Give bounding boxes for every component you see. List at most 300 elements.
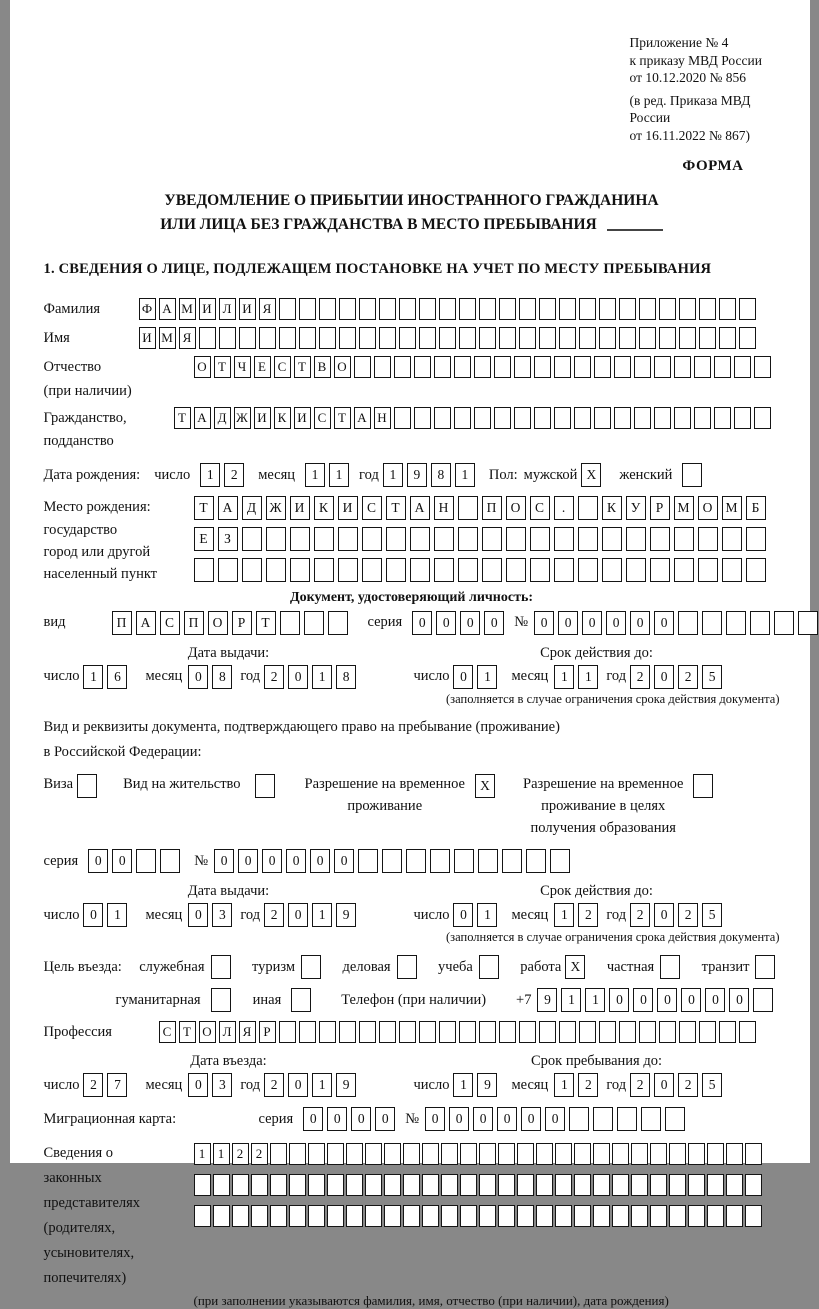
char-cell[interactable] xyxy=(612,1143,629,1165)
char-cell[interactable]: Л xyxy=(219,1021,236,1043)
char-cell[interactable]: 1 xyxy=(585,988,605,1012)
char-cell[interactable] xyxy=(460,1174,477,1196)
char-cell[interactable] xyxy=(339,327,356,349)
char-cell[interactable] xyxy=(726,1143,743,1165)
char-cell[interactable] xyxy=(514,356,531,378)
char-cell[interactable]: 0 xyxy=(558,611,578,635)
char-cell[interactable]: Т xyxy=(294,356,311,378)
char-cell[interactable]: Д xyxy=(242,496,262,520)
char-cell[interactable] xyxy=(639,327,656,349)
char-cell[interactable]: 0 xyxy=(705,988,725,1012)
char-cell[interactable] xyxy=(479,955,499,979)
char-cell[interactable] xyxy=(726,611,746,635)
char-cell[interactable]: 1 xyxy=(194,1143,211,1165)
char-cell[interactable]: Д xyxy=(214,407,231,429)
char-cell[interactable] xyxy=(279,327,296,349)
char-cell[interactable] xyxy=(617,1107,637,1131)
char-cell[interactable] xyxy=(599,1021,616,1043)
char-cell[interactable] xyxy=(619,327,636,349)
char-cell[interactable] xyxy=(555,1174,572,1196)
char-cell[interactable]: Ф xyxy=(139,298,156,320)
char-cell[interactable]: И xyxy=(290,496,310,520)
char-cell[interactable] xyxy=(439,298,456,320)
char-cell[interactable] xyxy=(290,558,310,582)
char-cell[interactable] xyxy=(539,298,556,320)
char-cell[interactable] xyxy=(394,407,411,429)
char-cell[interactable]: З xyxy=(218,527,238,551)
char-cell[interactable]: К xyxy=(314,496,334,520)
char-cell[interactable]: О xyxy=(194,356,211,378)
char-cell[interactable] xyxy=(746,527,766,551)
char-cell[interactable]: П xyxy=(482,496,502,520)
char-cell[interactable]: И xyxy=(338,496,358,520)
char-cell[interactable] xyxy=(650,527,670,551)
char-cell[interactable] xyxy=(439,327,456,349)
char-cell[interactable] xyxy=(422,1205,439,1227)
char-cell[interactable] xyxy=(346,1205,363,1227)
char-cell[interactable]: 1 xyxy=(561,988,581,1012)
char-cell[interactable] xyxy=(359,327,376,349)
char-cell[interactable] xyxy=(384,1174,401,1196)
char-cell[interactable]: 1 xyxy=(107,903,127,927)
char-cell[interactable] xyxy=(327,1174,344,1196)
char-cell[interactable] xyxy=(517,1174,534,1196)
char-cell[interactable]: 0 xyxy=(112,849,132,873)
char-cell[interactable] xyxy=(722,527,742,551)
char-cell[interactable] xyxy=(251,1205,268,1227)
char-cell[interactable] xyxy=(574,1143,591,1165)
char-cell[interactable] xyxy=(460,1143,477,1165)
char-cell[interactable] xyxy=(414,356,431,378)
char-cell[interactable]: 0 xyxy=(497,1107,517,1131)
char-cell[interactable] xyxy=(665,1107,685,1131)
char-cell[interactable]: 0 xyxy=(214,849,234,873)
char-cell[interactable] xyxy=(699,298,716,320)
char-cell[interactable]: 0 xyxy=(633,988,653,1012)
char-cell[interactable] xyxy=(798,611,818,635)
char-cell[interactable] xyxy=(441,1205,458,1227)
char-cell[interactable]: 0 xyxy=(534,611,554,635)
char-cell[interactable] xyxy=(290,527,310,551)
char-cell[interactable] xyxy=(279,1021,296,1043)
char-cell[interactable]: 1 xyxy=(453,1073,473,1097)
char-cell[interactable] xyxy=(594,356,611,378)
char-cell[interactable]: 0 xyxy=(327,1107,347,1131)
char-cell[interactable] xyxy=(399,1021,416,1043)
char-cell[interactable] xyxy=(454,407,471,429)
char-cell[interactable]: П xyxy=(112,611,132,635)
char-cell[interactable] xyxy=(319,298,336,320)
char-cell[interactable]: 5 xyxy=(702,1073,722,1097)
char-cell[interactable]: X xyxy=(475,774,495,798)
char-cell[interactable] xyxy=(534,356,551,378)
char-cell[interactable] xyxy=(499,298,516,320)
char-cell[interactable]: 0 xyxy=(521,1107,541,1131)
char-cell[interactable]: 1 xyxy=(200,463,220,487)
char-cell[interactable] xyxy=(554,558,574,582)
char-cell[interactable] xyxy=(458,558,478,582)
char-cell[interactable]: Т xyxy=(214,356,231,378)
char-cell[interactable] xyxy=(458,496,478,520)
char-cell[interactable] xyxy=(517,1205,534,1227)
char-cell[interactable]: Ж xyxy=(266,496,286,520)
char-cell[interactable]: 0 xyxy=(351,1107,371,1131)
char-cell[interactable] xyxy=(289,1174,306,1196)
char-cell[interactable] xyxy=(365,1205,382,1227)
char-cell[interactable] xyxy=(459,298,476,320)
char-cell[interactable] xyxy=(454,356,471,378)
char-cell[interactable] xyxy=(693,774,713,798)
char-cell[interactable]: 5 xyxy=(702,665,722,689)
char-cell[interactable] xyxy=(669,1205,686,1227)
char-cell[interactable] xyxy=(579,1021,596,1043)
char-cell[interactable]: 0 xyxy=(630,611,650,635)
char-cell[interactable] xyxy=(679,1021,696,1043)
char-cell[interactable] xyxy=(631,1143,648,1165)
char-cell[interactable] xyxy=(559,1021,576,1043)
char-cell[interactable]: 0 xyxy=(449,1107,469,1131)
char-cell[interactable]: 2 xyxy=(578,903,598,927)
char-cell[interactable] xyxy=(698,527,718,551)
char-cell[interactable] xyxy=(410,527,430,551)
char-cell[interactable] xyxy=(674,356,691,378)
char-cell[interactable]: 3 xyxy=(212,1073,232,1097)
char-cell[interactable] xyxy=(654,356,671,378)
char-cell[interactable] xyxy=(699,1021,716,1043)
char-cell[interactable] xyxy=(602,527,622,551)
char-cell[interactable] xyxy=(519,298,536,320)
char-cell[interactable] xyxy=(270,1205,287,1227)
char-cell[interactable] xyxy=(612,1205,629,1227)
char-cell[interactable]: Т xyxy=(334,407,351,429)
char-cell[interactable]: 0 xyxy=(334,849,354,873)
char-cell[interactable]: С xyxy=(160,611,180,635)
char-cell[interactable] xyxy=(399,298,416,320)
char-cell[interactable] xyxy=(754,356,771,378)
char-cell[interactable] xyxy=(379,327,396,349)
char-cell[interactable] xyxy=(441,1174,458,1196)
char-cell[interactable] xyxy=(255,774,275,798)
char-cell[interactable]: 2 xyxy=(232,1143,249,1165)
char-cell[interactable] xyxy=(482,558,502,582)
char-cell[interactable]: Т xyxy=(174,407,191,429)
char-cell[interactable] xyxy=(619,1021,636,1043)
char-cell[interactable] xyxy=(160,849,180,873)
char-cell[interactable] xyxy=(514,407,531,429)
char-cell[interactable]: И xyxy=(294,407,311,429)
char-cell[interactable] xyxy=(674,407,691,429)
char-cell[interactable] xyxy=(459,1021,476,1043)
char-cell[interactable] xyxy=(578,558,598,582)
char-cell[interactable] xyxy=(136,849,156,873)
char-cell[interactable]: И xyxy=(139,327,156,349)
char-cell[interactable] xyxy=(626,527,646,551)
char-cell[interactable] xyxy=(414,407,431,429)
char-cell[interactable] xyxy=(384,1205,401,1227)
char-cell[interactable]: X xyxy=(581,463,601,487)
char-cell[interactable] xyxy=(289,1205,306,1227)
char-cell[interactable] xyxy=(659,1021,676,1043)
char-cell[interactable] xyxy=(739,298,756,320)
char-cell[interactable] xyxy=(338,527,358,551)
char-cell[interactable] xyxy=(434,527,454,551)
char-cell[interactable] xyxy=(682,463,702,487)
char-cell[interactable] xyxy=(430,849,450,873)
char-cell[interactable] xyxy=(578,527,598,551)
char-cell[interactable]: 1 xyxy=(312,903,332,927)
char-cell[interactable] xyxy=(384,1143,401,1165)
char-cell[interactable]: 9 xyxy=(407,463,427,487)
char-cell[interactable] xyxy=(536,1205,553,1227)
char-cell[interactable]: Т xyxy=(256,611,276,635)
char-cell[interactable]: 0 xyxy=(303,1107,323,1131)
char-cell[interactable]: А xyxy=(410,496,430,520)
char-cell[interactable] xyxy=(482,527,502,551)
char-cell[interactable]: X xyxy=(565,955,585,979)
char-cell[interactable]: 0 xyxy=(262,849,282,873)
char-cell[interactable] xyxy=(232,1205,249,1227)
char-cell[interactable]: О xyxy=(208,611,228,635)
char-cell[interactable]: 0 xyxy=(654,1073,674,1097)
char-cell[interactable]: А xyxy=(194,407,211,429)
char-cell[interactable]: 0 xyxy=(288,903,308,927)
char-cell[interactable] xyxy=(746,558,766,582)
char-cell[interactable]: Е xyxy=(254,356,271,378)
char-cell[interactable]: 0 xyxy=(425,1107,445,1131)
char-cell[interactable]: 0 xyxy=(83,903,103,927)
char-cell[interactable] xyxy=(399,327,416,349)
char-cell[interactable]: М xyxy=(179,298,196,320)
char-cell[interactable]: 0 xyxy=(606,611,626,635)
char-cell[interactable]: 1 xyxy=(312,665,332,689)
char-cell[interactable] xyxy=(634,407,651,429)
char-cell[interactable] xyxy=(714,407,731,429)
char-cell[interactable] xyxy=(559,298,576,320)
char-cell[interactable] xyxy=(707,1143,724,1165)
char-cell[interactable] xyxy=(734,407,751,429)
char-cell[interactable] xyxy=(536,1143,553,1165)
char-cell[interactable]: 0 xyxy=(681,988,701,1012)
char-cell[interactable] xyxy=(739,1021,756,1043)
char-cell[interactable] xyxy=(631,1205,648,1227)
char-cell[interactable]: Я xyxy=(239,1021,256,1043)
char-cell[interactable] xyxy=(678,611,698,635)
char-cell[interactable] xyxy=(726,1205,743,1227)
char-cell[interactable]: 2 xyxy=(264,665,284,689)
char-cell[interactable] xyxy=(539,1021,556,1043)
char-cell[interactable] xyxy=(550,849,570,873)
char-cell[interactable] xyxy=(279,298,296,320)
char-cell[interactable]: 0 xyxy=(188,903,208,927)
char-cell[interactable]: Т xyxy=(386,496,406,520)
char-cell[interactable] xyxy=(593,1143,610,1165)
char-cell[interactable] xyxy=(599,298,616,320)
char-cell[interactable] xyxy=(194,1205,211,1227)
char-cell[interactable] xyxy=(410,558,430,582)
char-cell[interactable]: Р xyxy=(259,1021,276,1043)
char-cell[interactable]: 8 xyxy=(431,463,451,487)
char-cell[interactable] xyxy=(362,558,382,582)
char-cell[interactable] xyxy=(319,327,336,349)
char-cell[interactable] xyxy=(479,298,496,320)
char-cell[interactable] xyxy=(434,356,451,378)
char-cell[interactable]: 0 xyxy=(654,665,674,689)
char-cell[interactable] xyxy=(559,327,576,349)
char-cell[interactable]: Н xyxy=(374,407,391,429)
char-cell[interactable] xyxy=(494,356,511,378)
char-cell[interactable]: Р xyxy=(232,611,252,635)
char-cell[interactable]: С xyxy=(314,407,331,429)
char-cell[interactable]: 0 xyxy=(654,611,674,635)
char-cell[interactable]: Я xyxy=(259,298,276,320)
char-cell[interactable] xyxy=(266,558,286,582)
char-cell[interactable]: 1 xyxy=(578,665,598,689)
char-cell[interactable] xyxy=(242,527,262,551)
char-cell[interactable] xyxy=(554,527,574,551)
char-cell[interactable] xyxy=(299,327,316,349)
char-cell[interactable] xyxy=(669,1143,686,1165)
char-cell[interactable] xyxy=(199,327,216,349)
char-cell[interactable] xyxy=(614,356,631,378)
char-cell[interactable] xyxy=(479,1143,496,1165)
char-cell[interactable] xyxy=(593,1107,613,1131)
char-cell[interactable]: 0 xyxy=(545,1107,565,1131)
char-cell[interactable]: 1 xyxy=(312,1073,332,1097)
char-cell[interactable]: 9 xyxy=(336,1073,356,1097)
char-cell[interactable]: И xyxy=(199,298,216,320)
char-cell[interactable]: 0 xyxy=(375,1107,395,1131)
char-cell[interactable] xyxy=(506,558,526,582)
char-cell[interactable] xyxy=(726,1174,743,1196)
char-cell[interactable]: О xyxy=(199,1021,216,1043)
char-cell[interactable] xyxy=(650,1143,667,1165)
char-cell[interactable]: Л xyxy=(219,298,236,320)
char-cell[interactable]: 0 xyxy=(729,988,749,1012)
char-cell[interactable]: 1 xyxy=(305,463,325,487)
char-cell[interactable]: 1 xyxy=(329,463,349,487)
char-cell[interactable] xyxy=(499,1021,516,1043)
char-cell[interactable] xyxy=(439,1021,456,1043)
char-cell[interactable] xyxy=(530,558,550,582)
char-cell[interactable]: 2 xyxy=(264,903,284,927)
char-cell[interactable]: Т xyxy=(179,1021,196,1043)
char-cell[interactable]: 8 xyxy=(212,665,232,689)
char-cell[interactable]: 1 xyxy=(477,903,497,927)
char-cell[interactable] xyxy=(479,1205,496,1227)
char-cell[interactable] xyxy=(654,407,671,429)
char-cell[interactable] xyxy=(211,988,231,1012)
char-cell[interactable] xyxy=(502,849,522,873)
char-cell[interactable] xyxy=(301,955,321,979)
char-cell[interactable]: П xyxy=(184,611,204,635)
char-cell[interactable]: 2 xyxy=(264,1073,284,1097)
char-cell[interactable] xyxy=(574,407,591,429)
char-cell[interactable] xyxy=(554,356,571,378)
char-cell[interactable] xyxy=(308,1174,325,1196)
char-cell[interactable] xyxy=(593,1205,610,1227)
char-cell[interactable]: 6 xyxy=(107,665,127,689)
char-cell[interactable] xyxy=(354,356,371,378)
char-cell[interactable]: 1 xyxy=(554,903,574,927)
char-cell[interactable]: 5 xyxy=(702,903,722,927)
char-cell[interactable] xyxy=(327,1205,344,1227)
char-cell[interactable] xyxy=(299,298,316,320)
char-cell[interactable] xyxy=(365,1174,382,1196)
char-cell[interactable] xyxy=(674,558,694,582)
char-cell[interactable]: Н xyxy=(434,496,454,520)
char-cell[interactable] xyxy=(745,1174,762,1196)
char-cell[interactable] xyxy=(479,327,496,349)
char-cell[interactable]: 0 xyxy=(88,849,108,873)
char-cell[interactable] xyxy=(719,298,736,320)
char-cell[interactable] xyxy=(474,407,491,429)
char-cell[interactable] xyxy=(702,611,722,635)
char-cell[interactable] xyxy=(419,327,436,349)
char-cell[interactable] xyxy=(569,1107,589,1131)
char-cell[interactable] xyxy=(338,558,358,582)
char-cell[interactable] xyxy=(478,849,498,873)
char-cell[interactable]: М xyxy=(674,496,694,520)
char-cell[interactable] xyxy=(386,527,406,551)
char-cell[interactable] xyxy=(213,1205,230,1227)
char-cell[interactable] xyxy=(719,1021,736,1043)
char-cell[interactable]: 9 xyxy=(537,988,557,1012)
char-cell[interactable]: О xyxy=(334,356,351,378)
char-cell[interactable]: И xyxy=(254,407,271,429)
char-cell[interactable]: 0 xyxy=(310,849,330,873)
char-cell[interactable] xyxy=(519,1021,536,1043)
char-cell[interactable] xyxy=(382,849,402,873)
char-cell[interactable] xyxy=(362,527,382,551)
char-cell[interactable]: 2 xyxy=(630,665,650,689)
char-cell[interactable] xyxy=(358,849,378,873)
char-cell[interactable] xyxy=(612,1174,629,1196)
char-cell[interactable]: 0 xyxy=(484,611,504,635)
char-cell[interactable] xyxy=(403,1143,420,1165)
char-cell[interactable] xyxy=(498,1143,515,1165)
char-cell[interactable]: 2 xyxy=(678,665,698,689)
char-cell[interactable] xyxy=(750,611,770,635)
char-cell[interactable]: А xyxy=(136,611,156,635)
char-cell[interactable]: 0 xyxy=(412,611,432,635)
char-cell[interactable] xyxy=(479,1174,496,1196)
char-cell[interactable]: 2 xyxy=(678,903,698,927)
char-cell[interactable]: У xyxy=(626,496,646,520)
char-cell[interactable]: А xyxy=(218,496,238,520)
char-cell[interactable] xyxy=(659,327,676,349)
char-cell[interactable] xyxy=(631,1174,648,1196)
char-cell[interactable]: 7 xyxy=(107,1073,127,1097)
char-cell[interactable] xyxy=(634,356,651,378)
char-cell[interactable] xyxy=(674,527,694,551)
char-cell[interactable] xyxy=(194,1174,211,1196)
char-cell[interactable] xyxy=(328,611,348,635)
char-cell[interactable] xyxy=(554,407,571,429)
char-cell[interactable] xyxy=(422,1143,439,1165)
char-cell[interactable] xyxy=(259,327,276,349)
char-cell[interactable] xyxy=(346,1143,363,1165)
char-cell[interactable] xyxy=(517,1143,534,1165)
char-cell[interactable]: 1 xyxy=(554,1073,574,1097)
char-cell[interactable]: 0 xyxy=(288,665,308,689)
char-cell[interactable]: 0 xyxy=(460,611,480,635)
char-cell[interactable] xyxy=(639,1021,656,1043)
char-cell[interactable] xyxy=(304,611,324,635)
char-cell[interactable]: 0 xyxy=(654,903,674,927)
char-cell[interactable]: 2 xyxy=(678,1073,698,1097)
char-cell[interactable]: . xyxy=(554,496,574,520)
char-cell[interactable] xyxy=(574,1205,591,1227)
